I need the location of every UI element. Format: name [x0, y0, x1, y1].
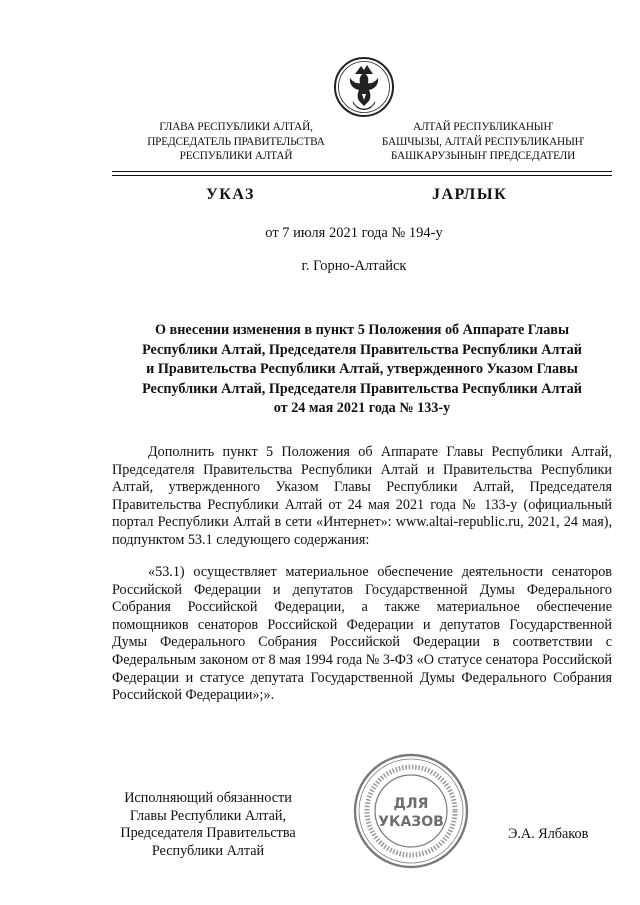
title-line: Республики Алтай, Председателя Правительства Республики Алтай	[142, 380, 582, 397]
signatory-position-line: Исполняющий обязанности	[124, 790, 292, 806]
header-right-line: БАШЧЫЗЫ, АЛТАЙ РЕСПУБЛИКАНЫҤ	[381, 135, 585, 148]
document-city: г. Горно-Алтайск	[301, 258, 407, 274]
header-left-line: ПРЕДСЕДАТЕЛЬ ПРАВИТЕЛЬСТВА	[147, 135, 325, 148]
doc-type-altai: JАРЛЫК	[432, 186, 508, 203]
document-date-number: от 7 июля 2021 года № 194-у	[265, 225, 443, 241]
body-paragraph-2	[112, 564, 612, 705]
signatory-position-line: Председателя Правительства	[120, 825, 296, 842]
header-divider-thick	[112, 171, 612, 172]
title-line: Республики Алтай, Председателя Правительства Республики Алтай	[142, 341, 582, 358]
header-right-line: БАШКАРУЗЫНЫҤ ПРЕДСЕДАТЕЛИ	[390, 150, 576, 162]
document-title	[112, 321, 612, 419]
header-right-line: АЛТАЙ РЕСПУБЛИКАНЫҤ	[413, 121, 553, 133]
round-seal-stamp-icon	[352, 752, 470, 870]
title-line: О внесении изменения в пункт 5 Положения об Аппарате Главы	[154, 322, 570, 338]
title-line: от 24 мая 2021 года № 133-у	[273, 400, 451, 417]
signatory-name: Э.А. Ялбаков	[508, 826, 589, 842]
paragraph-text: «53.1) осуществляет материальное обеспечение деятельности сенаторов Российской Федерации и депутатов Государственной Думы Федерального Собрания Российской Федерации, а также материальное обеспечение помощников сенаторов Российской Федерации и депутатов Государственной Думы Федерального Собрания Российской Федерации в соответствии с Федеральным законом от 8 мая 1994 года № 3-ФЗ «О статусе сенатора Российской Федерации и статусе депутата Государственной Думы Федерального Собрания Российской Федерации»;».	[112, 564, 612, 704]
body-paragraph-1	[112, 444, 612, 550]
header-right	[352, 120, 614, 164]
stamp-text-line-1: ДЛЯ	[393, 796, 429, 812]
signatory-position-line: Главы Республики Алтай,	[129, 807, 287, 824]
altai-republic-emblem-icon	[333, 54, 395, 120]
stamp-text-line-2: УКАЗОВ	[378, 814, 444, 830]
header-left	[112, 120, 360, 164]
header-left-line: РЕСПУБЛИКИ АЛТАЙ	[179, 150, 293, 162]
paragraph-text: Дополнить пункт 5 Положения об Аппарате Главы Республики Алтай, Председателя Правительства Республики Алтай и Правительства Республики Алтай, утвержденного Указом Главы Республики Алтай, Председателя Правительства Республики Алтай от 24 мая 2021 года № 133-у (официальный портал Республики Алтай в сети «Интернет»: www.altai-republic.ru, 2021, 24 мая), подпунктом 53.1 следующего содержания:	[112, 444, 612, 548]
doc-type-russian: УКАЗ	[206, 186, 255, 203]
header-divider-thin	[112, 175, 612, 176]
signatory-position-line: Республики Алтай	[151, 842, 265, 859]
title-line: и Правительства Республики Алтай, утвержденного Указом Главы	[146, 361, 578, 378]
signatory-position	[108, 790, 308, 860]
header-left-line: ГЛАВА РЕСПУБЛИКИ АЛТАЙ,	[159, 121, 313, 133]
